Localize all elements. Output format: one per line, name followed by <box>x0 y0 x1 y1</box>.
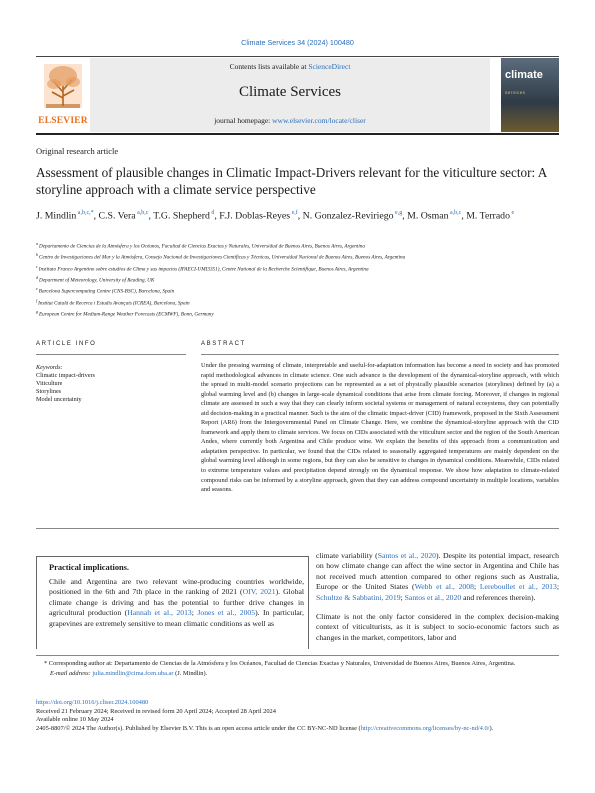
text-segment: and references therein). <box>461 592 536 602</box>
license-close: ). <box>489 725 494 733</box>
author-list <box>36 206 559 223</box>
author-affiliation-marker[interactable]: e <box>509 210 515 216</box>
email-line <box>36 669 559 679</box>
keyword-item: Viticulture <box>36 380 63 388</box>
available-online: Available online 10 May 2024 <box>36 716 114 724</box>
citation-link[interactable]: Webb et al., 2008 <box>414 582 474 592</box>
affiliation-text: Barcelona Supercomputing Centre (CNS-BSC), Barcelona, Spain <box>38 289 175 296</box>
keyword-item: Storylines <box>36 388 62 396</box>
email-suffix: (J. Mindlin). <box>173 669 208 677</box>
abstract-text: Under the pressing warming of climate, interpretable and useful-for-adaptation information has become a need in society and has promoted rapid methodological advances in climate science. One such advance is the development of the dynamical-storyline approach, with which the spread in multi-model scenario projections can be represented as a set of physically plausible scenarios (storylines) defined by (a) a global warming level and (b) changes in large-scale dynamical conditions that arise from climate forcing. Moreover, if changes in regional climate are assessed in such a way that they can clearly inform societal systems or management of natural ecosystems, they can potentially aid decision-making in a practical manner. Such is the aim of the climatic impact-driver (CID) framework, proposed in the Sixth Assessment Report (AR6) from the Intergovernmental Panel on Climate Change. Here, we combine the dynamical-storyline approach with the CID framework and apply them to climate services. We focus on CIDs associated with the viticulture sector and the region of the South American Andes, where currently both Argentina and Chile produce wine. We explain the benefits of this approach from a communication and adaptation perspective. In particular, we found that the CIDs related to seasonally aggregated temperatures are mainly dependent on the global warming level although in some regions, but they can also be sensitive to changes in dynamical conditions. Meanwhile, CIDs related to extreme temperature values and precipitation depend strongly on the dynamical response. We show how adaptation to climate-related compound risks can be informed by a storyline approach, given that they can address compound uncertainty in multiple locations, variables and seasons. <box>201 362 559 494</box>
author-separator: , <box>402 210 408 222</box>
author-separator: , <box>461 210 467 222</box>
practical-implications-title: Practical implications. <box>49 563 130 572</box>
journal-homepage-line <box>90 116 490 125</box>
header-top-rule <box>36 56 559 57</box>
text-segment: ). Despite its potential impact, research on how climate change can affect the wine sector in Argentina and Chile has not received much attention compared to other regions such as Australia, Europe or the United States ( <box>316 551 559 592</box>
affiliation-text: Department of Meteorology, University of Reading, UK <box>39 277 155 284</box>
license-line <box>36 725 559 734</box>
affiliation-key: b <box>36 252 39 258</box>
license-text: 2405-8807/© 2024 The Author(s). Published by Elsevier B.V. This is an open access article under the CC BY-NC-ND license ( <box>36 725 361 733</box>
abstract-bottom-rule <box>36 528 559 529</box>
article-type: Original research article <box>36 146 119 156</box>
text-segment: ; <box>556 582 560 592</box>
article-info-heading: ARTICLE INFO <box>36 341 97 347</box>
homepage-link[interactable]: www.elsevier.com/locate/cliser <box>272 116 366 125</box>
publisher-wordmark: ELSEVIER <box>38 116 88 126</box>
keywords-block <box>36 364 186 404</box>
cover-title: climate <box>505 69 543 81</box>
affiliation-key: f <box>36 297 39 303</box>
author-name[interactable]: J. Mindlin <box>36 210 77 222</box>
sciencedirect-link[interactable]: ScienceDirect <box>308 62 351 71</box>
affiliation-item <box>36 285 559 296</box>
abstract-heading: ABSTRACT <box>201 341 246 347</box>
text-segment: ; <box>473 582 480 592</box>
article-info-rule <box>36 354 186 355</box>
abstract-rule <box>201 354 559 355</box>
affiliation-item <box>36 251 559 262</box>
author-name[interactable]: C.S. Vera <box>98 210 136 222</box>
text-segment: climate variability ( <box>316 551 378 560</box>
author-affiliation-marker[interactable]: e,g <box>393 210 403 216</box>
keywords-label: Keywords: <box>36 364 63 371</box>
citation-link[interactable]: Schultze & Sabbatini, 2019 <box>316 592 401 602</box>
affiliation-key: d <box>36 274 39 280</box>
keywords-list <box>36 372 186 404</box>
affiliation-item <box>36 240 559 251</box>
affiliation-text: Instituto Franco Argentino sobre estudios de Clima y sus impactos (IFAECI-UMI3351), Centre National de la Recherche Scientifique, Buenos Aires, Argentina <box>38 266 369 273</box>
affiliation-item <box>36 274 559 285</box>
text-segment: ). Global climate change is driving and has the potential to further drive changes in agricultural production ( <box>49 587 305 618</box>
author-name[interactable]: M. Terrado <box>466 210 510 222</box>
right-column-paragraph-2: Climate is not the only factor considered in the complex decision-making context of viticulturists, as it is subject to socio-economic factors such as changes in the market, competitors, labor and <box>316 612 559 642</box>
email-label: E-mail address: <box>50 669 93 677</box>
journal-name: Climate Services <box>238 84 342 100</box>
author-affiliation-marker[interactable]: d <box>209 210 215 216</box>
contents-line <box>90 62 490 71</box>
author-separator: , <box>297 210 303 222</box>
author-separator: , <box>214 210 220 222</box>
license-link[interactable]: http://creativecommons.org/licenses/by-nc-nd/4.0/ <box>360 725 490 733</box>
affiliation-text: Centro de Investigaciones del Mar y la Atmósfera, Consejo Nacional de Investigaciones Científicas y Técnicas, Universidad Nacional de Buenos Aires, Buenos Aires, Argentina <box>39 255 406 262</box>
affiliation-key: a <box>36 241 39 246</box>
author-affiliation-marker[interactable]: a,b,c <box>448 210 462 216</box>
citation-link[interactable]: Santos et al., 2020 <box>377 551 437 560</box>
author-name[interactable]: F.J. Doblas-Reyes <box>219 210 291 222</box>
affiliation-text: European Centre for Medium-Range Weather Forecasts (ECMWF), Bonn, Germany <box>39 311 214 318</box>
citation-link[interactable]: OIV, 2021 <box>242 587 276 597</box>
correspondence-note <box>36 659 559 678</box>
author-name[interactable]: M. Osman <box>407 210 449 222</box>
author-affiliation-marker[interactable]: e,f <box>290 210 298 216</box>
article-title: Assessment of plausible changes in Climatic Impact-Drivers relevant for the viticulture sector: A storyline approach with a climate service perspective <box>36 165 547 197</box>
star-marker: * <box>44 660 48 667</box>
citation-link[interactable]: Lereboullet et al., 2013 <box>479 582 557 592</box>
text-segment: ; <box>191 608 198 618</box>
affiliation-list <box>36 240 559 319</box>
author-separator: , <box>93 210 99 222</box>
contents-prefix: Contents lists available at <box>229 62 309 71</box>
author-separator: , <box>148 210 154 222</box>
email-link[interactable]: julia.mindlin@cima.fcen.uba.ar <box>92 669 174 677</box>
right-column-paragraph-1 <box>316 551 559 603</box>
citation-link[interactable]: Hannah et al., 2013 <box>127 608 192 618</box>
header-bottom-rule <box>36 133 559 135</box>
affiliation-item <box>36 308 559 319</box>
affiliation-text: Institut Català de Recerca i Estudis Avançats (ICREA), Barcelona, Spain <box>38 300 190 307</box>
text-segment: ). In particular, grapevines are extremely sensitive to mean climatic conditions as well as <box>49 608 304 628</box>
keyword-item: Model uncertainty <box>36 396 82 404</box>
received-dates: Received 21 February 2024; Received in revised form 20 April 2024; Accepted 28 April 2024 <box>36 707 276 715</box>
author-affiliation-marker[interactable]: a,b,c,* <box>76 210 94 216</box>
journal-citation-link[interactable]: Climate Services 34 (2024) 100480 <box>241 38 354 47</box>
article-footer <box>36 699 559 734</box>
elsevier-logo[interactable] <box>36 60 90 132</box>
affiliation-key: g <box>36 308 39 314</box>
author-name[interactable]: N. Gonzalez-Reviriego <box>302 210 394 222</box>
journal-cover-thumbnail[interactable] <box>501 58 559 132</box>
affiliation-item <box>36 297 559 308</box>
citation-link[interactable]: Jones et al., 2005 <box>197 608 256 618</box>
corresponding-author <box>36 659 559 669</box>
cover-subtitle: services <box>505 90 526 95</box>
text-segment: ; <box>400 592 405 602</box>
author-name[interactable]: T.G. Shepherd <box>153 210 210 222</box>
practical-implications-text <box>49 577 304 629</box>
citation-link[interactable]: Santos et al., 2020 <box>404 592 462 602</box>
footnote-rule <box>36 655 559 656</box>
affiliation-item <box>36 263 559 274</box>
homepage-prefix: journal homepage: <box>214 116 273 125</box>
doi-link[interactable]: https://doi.org/10.1016/j.cliser.2024.100480 <box>36 699 149 706</box>
corresponding-author-text: Corresponding author at: Departamento de Ciencias de la Atmósfera y los Océanos, Facultad de Ciencias Exactas y Naturales, Universidad de Buenos Aires, Buenos Aires, Argentina. <box>47 660 516 667</box>
affiliation-key: c <box>36 263 39 269</box>
affiliation-text: Departamento de Ciencias de la Atmósfera y los Océanos, Facultad de Ciencias Exactas y Naturales, Universidad de Buenos Aires, Buenos Aires, Argentina <box>39 243 365 250</box>
keyword-item: Climatic impact-drivers <box>36 372 95 380</box>
author-affiliation-marker[interactable]: a,b,c <box>135 210 149 216</box>
affiliation-key: e <box>36 286 39 292</box>
text-segment: Chile and Argentina are two relevant wine-producing countries worldwide, positioned in the 6th and 7th place in the ranking of 2021 ( <box>49 577 304 597</box>
